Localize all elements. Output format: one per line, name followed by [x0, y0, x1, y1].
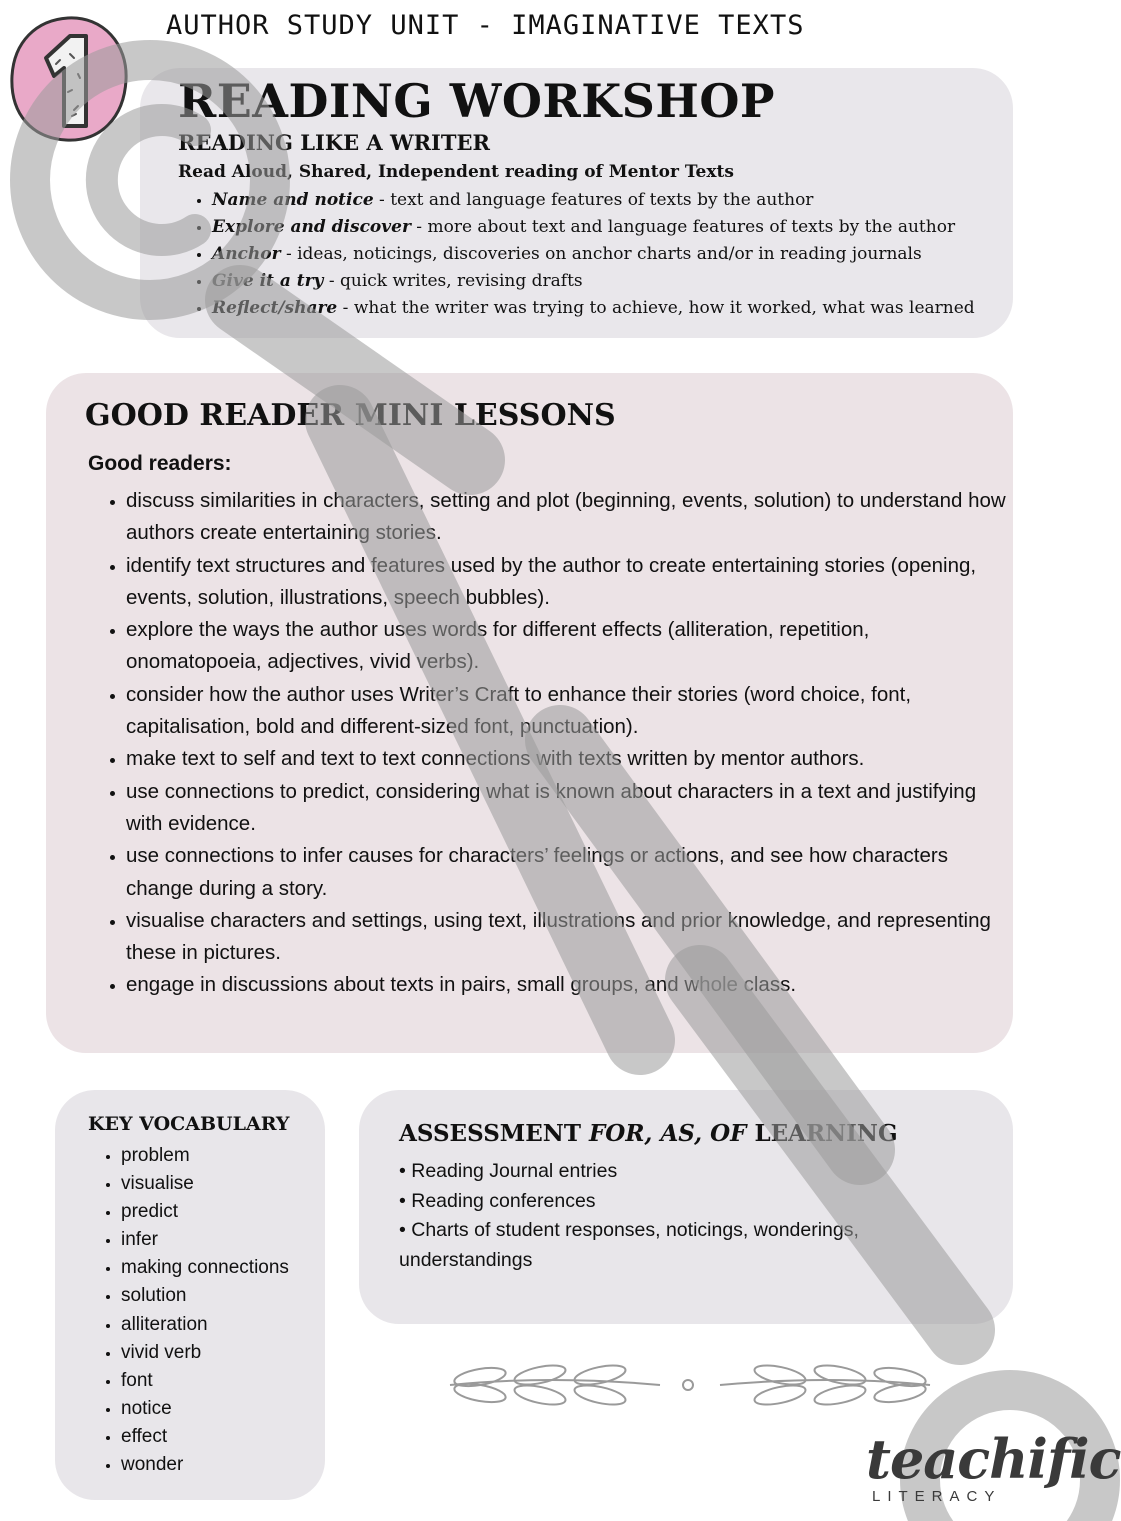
- list-item: • visualise characters and settings, using text, illustrations and prior knowledge, and representing these in pictures.: [126, 905, 1006, 970]
- list-item: [212, 214, 1012, 241]
- laurel-divider-icon: [440, 1355, 940, 1415]
- svg-text:1: 1: [69, 92, 70, 93]
- list-item: • visualise: [121, 1170, 289, 1198]
- list-item: • engage in discussions about texts in pairs, small groups, and whole class.: [126, 969, 1006, 1001]
- good-reader-lead: Good readers:: [88, 452, 232, 475]
- item-text: - what the writer was trying to achieve, how it worked, what was learned: [337, 298, 975, 318]
- list-item: • explore the ways the author uses words for different effects (alliteration, repetition, onomatopoeia, adjectives, vivid verbs).: [126, 614, 1006, 679]
- logo-sub: LITERACY: [872, 1488, 1002, 1505]
- logo-main: teachific: [866, 1427, 1121, 1491]
- list-item: • problem: [121, 1142, 289, 1170]
- title-suffix: LEARNING: [746, 1120, 898, 1147]
- item-term: Name and notice: [212, 190, 374, 210]
- key-vocabulary-title: KEY VOCABULARY: [88, 1113, 290, 1135]
- list-item: • make text to self and text to text connections with texts written by mentor authors.: [126, 743, 1006, 775]
- title-italic: FOR, AS, OF: [588, 1120, 747, 1147]
- item-text: - quick writes, revising drafts: [323, 271, 583, 291]
- good-reader-title: GOOD READER MINI LESSONS: [85, 398, 616, 433]
- title-prefix: ASSESSMENT: [399, 1120, 589, 1147]
- assessment-list: [399, 1157, 959, 1275]
- list-item: • notice: [121, 1395, 289, 1423]
- list-item: • predict: [121, 1198, 289, 1226]
- list-item: • identify text structures and features used by the author to create entertaining stories (opening, events, solution, illustrations, speech bubbles).: [126, 550, 1006, 615]
- reading-workshop-subheading: Read Aloud, Shared, Independent reading of Mentor Texts: [178, 162, 734, 182]
- assessment-title: [399, 1120, 898, 1147]
- teachific-logo: [866, 1427, 1121, 1505]
- list-item: • solution: [121, 1282, 289, 1310]
- key-vocabulary-list: [100, 1142, 289, 1479]
- reading-workshop-list: [190, 187, 1012, 322]
- number-one-badge-icon: [8, 14, 130, 144]
- list-item: [212, 241, 1012, 268]
- good-reader-list: [104, 485, 1006, 1002]
- reading-workshop-title: READING WORKSHOP: [178, 74, 776, 128]
- list-item: • alliteration: [121, 1311, 289, 1339]
- item-term: Explore and discover: [212, 217, 411, 237]
- list-item: [212, 295, 1012, 322]
- item-text: - ideas, noticings, discoveries on anchor charts and/or in reading journals: [280, 244, 922, 264]
- list-item: • use connections to infer causes for characters’ feelings or actions, and see how characters change during a story.: [126, 840, 1006, 905]
- list-item: • making connections: [121, 1254, 289, 1282]
- list-item: • use connections to predict, considering what is known about characters in a text and justifying with evidence.: [126, 776, 1006, 841]
- list-item: • Charts of student responses, noticings, wonderings, understandings: [399, 1219, 859, 1271]
- list-item: • discuss similarities in characters, setting and plot (beginning, events, solution) to understand how authors create entertaining stories.: [126, 485, 1006, 550]
- page-header: AUTHOR STUDY UNIT - IMAGINATIVE TEXTS: [166, 10, 805, 41]
- item-term: Anchor: [212, 244, 281, 264]
- list-item: [212, 268, 1012, 295]
- list-item: • effect: [121, 1423, 289, 1451]
- list-item: • vivid verb: [121, 1339, 289, 1367]
- list-item: • wonder: [121, 1451, 289, 1479]
- item-term: Reflect/share: [212, 298, 338, 318]
- list-item: • infer: [121, 1226, 289, 1254]
- list-item: [212, 187, 1012, 214]
- item-text: - text and language features of texts by the author: [373, 190, 814, 210]
- list-item: • font: [121, 1367, 289, 1395]
- list-item: • consider how the author uses Writer’s Craft to enhance their stories (word choice, font, capitalisation, bold and different-sized font, punctuation).: [126, 679, 1006, 744]
- reading-workshop-subtitle: READING LIKE A WRITER: [178, 130, 490, 155]
- item-text: - more about text and language features of texts by the author: [410, 217, 956, 237]
- item-term: Give it a try: [212, 271, 324, 291]
- list-item: • Reading Journal entries: [399, 1160, 618, 1182]
- list-item: • Reading conferences: [399, 1189, 596, 1212]
